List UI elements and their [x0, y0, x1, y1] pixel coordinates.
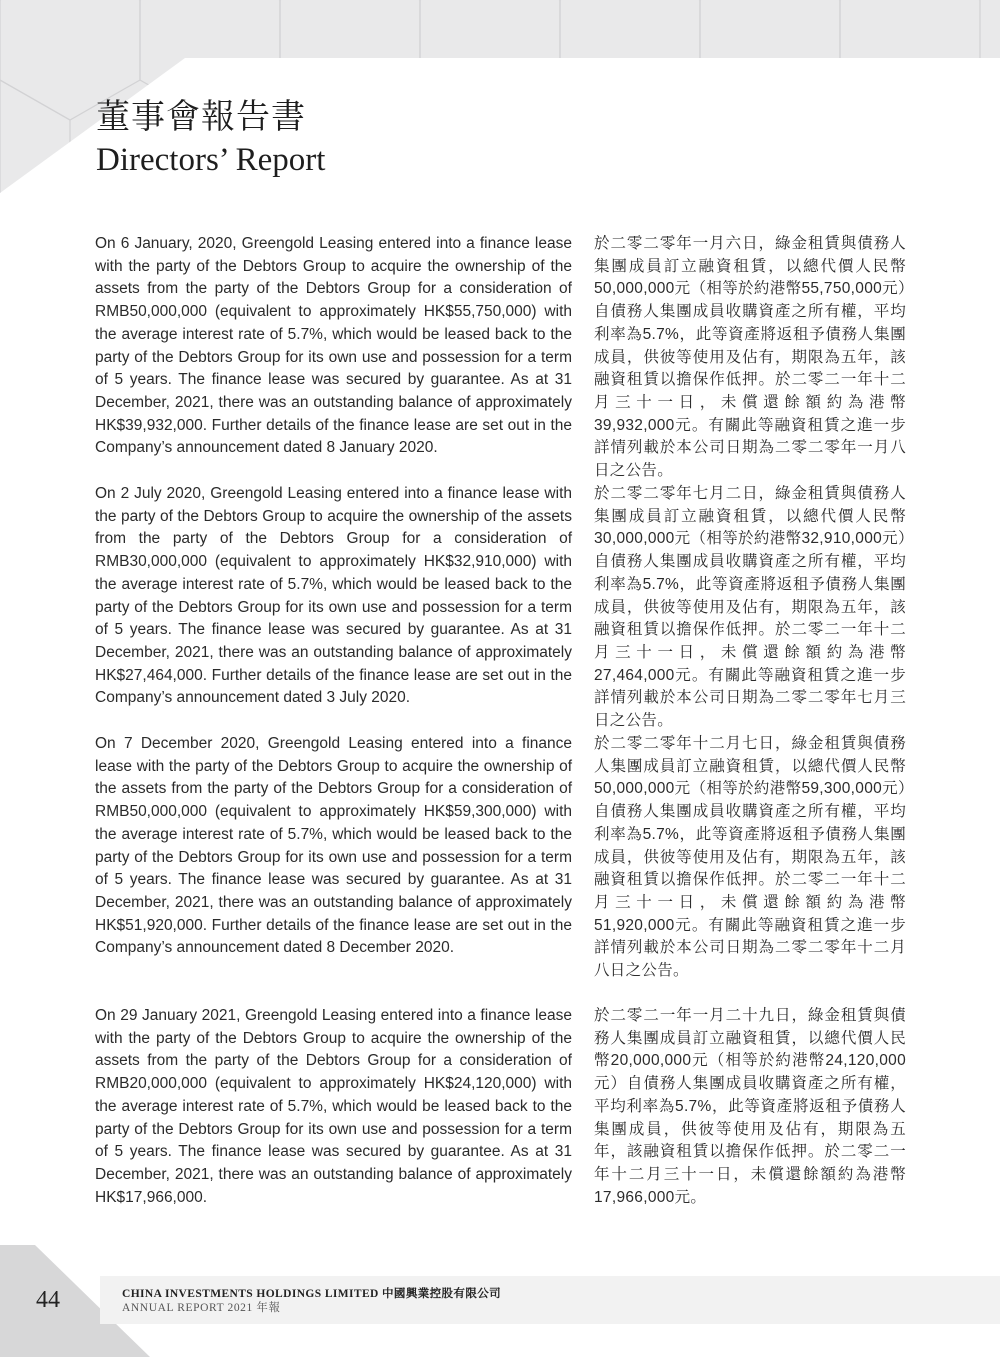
paragraph-cn-1: 於二零二零年一月六日，綠金租賃與債務人集團成員訂立融資租賃，以總代價人民幣50,000,000元（相等於約港幣55,750,000元）自債務人集團成員收購資產之所有權，平均利率為5.7%，此等資產將返租予債務人集團成員，供彼等使用及佔有，期限為五年，該融資租賃以擔保作低押。於二零二一年十二月三十一日，未償還餘額約為港幣39,932,000元。有關此等融資租賃之進一步詳情列載於本公司日期為二零二零年一月八日之公告。	[594, 235, 906, 480]
paragraph-en-3: On 7 December 2020, Greengold Leasing entered into a finance lease with the party of the Debtors Group to acquire the ownership of the assets from the party of the Debtors Group for a consideration of RMB50,000,000 (equivalent to approximately HK$59,300,000) with the average interest rate of 5.7%, which would be leased back to the party of the Debtors Group for its own use and possession for a term of 5 years. The finance lease was secured by guarantee. As at 31 December, 2021, there was an outstanding balance of approximately HK$51,920,000. Further details of the finance lease are set out in the Company’s announcement dated 8 December 2020.	[95, 735, 572, 957]
paragraph-cn-4: 於二零二一年一月二十九日，綠金租賃與債務人集團成員訂立融資租賃，以總代價人民幣20,000,000元（相等於約港幣24,120,000元）自債務人集團成員收購資產之所有權，平均利率為5.7%，此等資產將返租予債務人集團成員，供彼等使用及佔有，期限為五年，該融資租賃以擔保作低押。於二零二一年十二月三十一日，未償還餘額約為港幣17,966,000元。	[594, 1007, 906, 1206]
footer-report-title: ANNUAL REPORT 2021 年報	[122, 1302, 281, 1314]
paragraph-en-4: On 29 January 2021, Greengold Leasing entered into a finance lease with the party of the Debtors Group to acquire the ownership of the assets from the party of the Debtors Group for a consideration of RMB20,000,000 (equivalent to approximately HK$24,120,000) with the average interest rate of 5.7%, which would be leased back to the party of the Debtors Group for its own use and possession for a term of 5 years. The finance lease was secured by guarantee. As at 31 December, 2021, there was an outstanding balance of approximately HK$17,966,000.	[95, 1007, 572, 1206]
page-number: 44	[36, 1287, 60, 1313]
title-chinese: 董事會報告書	[96, 99, 306, 136]
footer-company-name: CHINA INVESTMENTS HOLDINGS LIMITED 中國興業控股有限公司	[122, 1288, 502, 1300]
paragraph-cn-3: 於二零二零年十二月七日，綠金租賃與債務人集團成員訂立融資租賃，以總代價人民幣50,000,000元（相等於約港幣59,300,000元）自債務人集團成員收購資產之所有權，平均利率為5.7%，此等資產將返租予債務人集團成員，供彼等使用及佔有，期限為五年，該融資租賃以擔保作低押。於二零二一年十二月三十一日，未償還餘額約為港幣51,920,000元。有關此等融資租賃之進一步詳情列載於本公司日期為二零二零年十二月八日之公告。	[594, 735, 906, 980]
paragraph-en-2: On 2 July 2020, Greengold Leasing entered into a finance lease with the party of the Debtors Group to acquire the ownership of the assets from the party of the Debtors Group for a consideration of RMB30,000,000 (equivalent to approximately HK$32,910,000) with the average interest rate of 5.7%, which would be leased back to the party of the Debtors Group for its own use and possession for a term of 5 years. The finance lease was secured by guarantee. As at 31 December, 2021, there was an outstanding balance of approximately HK$27,464,000. Further details of the finance lease are set out in the Company’s announcement dated 3 July 2020.	[95, 485, 572, 707]
paragraph-en-1: On 6 January, 2020, Greengold Leasing entered into a finance lease with the party of the Debtors Group to acquire the ownership of the assets from the party of the Debtors Group for a consideration of RMB50,000,000 (equivalent to approximately HK$55,750,000) with the average interest rate of 5.7%, which would be leased back to the party of the Debtors Group for its own use and possession for a term of 5 years. The finance lease was secured by guarantee. As at 31 December, 2021, there was an outstanding balance of approximately HK$39,932,000. Further details of the finance lease are set out in the Company’s announcement dated 8 January 2020.	[95, 235, 572, 457]
paragraph-cn-2: 於二零二零年七月二日，綠金租賃與債務人集團成員訂立融資租賃，以總代價人民幣30,000,000元（相等於約港幣32,910,000元）自債務人集團成員收購資產之所有權，平均利率為5.7%，此等資產將返租予債務人集團成員，供彼等使用及佔有，期限為五年，該融資租賃以擔保作低押。於二零二一年十二月三十一日，未償還餘額約為港幣27,464,000元。有關此等融資租賃之進一步詳情列載於本公司日期為二零二零年七月三日之公告。	[594, 485, 906, 730]
page-title	[96, 96, 325, 180]
title-english: Directors’ Report	[96, 142, 326, 178]
